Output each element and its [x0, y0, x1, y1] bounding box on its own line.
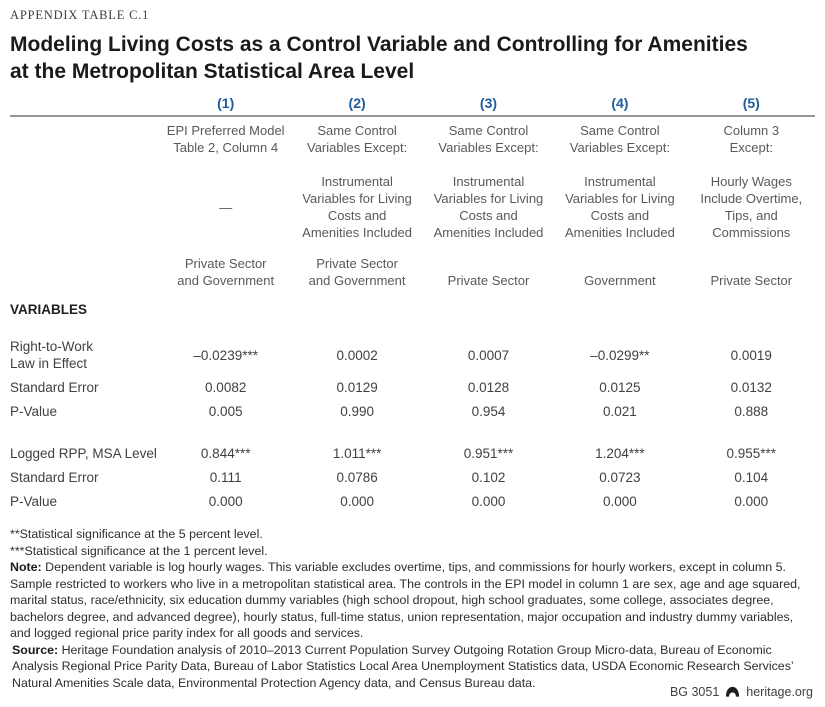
stderr-value: 0.0723: [599, 470, 641, 485]
pvalue-value: 0.954: [471, 404, 506, 419]
row-label-line: Law in Effect: [10, 356, 88, 371]
model-header-row: [10, 122, 815, 156]
spec-header-line: Costs and: [459, 208, 518, 223]
model-header-5: [688, 122, 815, 156]
sector-header-line: and Government: [177, 273, 275, 288]
model-header-line: Variables Except:: [569, 140, 670, 155]
table-row: [10, 445, 815, 462]
row-label: Logged RPP, MSA Level: [10, 446, 157, 461]
spec-header-line: Amenities Included: [564, 225, 675, 240]
sector-header-line: Private Sector: [447, 273, 530, 288]
page-title: [10, 31, 815, 85]
coefficient-value: 0.955***: [726, 446, 777, 461]
sector-header-line: Government: [584, 273, 656, 288]
source-paragraph: [10, 642, 815, 692]
model-header-line: Column 3: [723, 123, 780, 138]
spec-header-line: Tips, and: [724, 208, 778, 223]
model-header-1: [162, 122, 289, 156]
footnotes: [10, 526, 815, 691]
pvalue-value: 0.000: [340, 494, 374, 509]
spec-header-line: Amenities Included: [433, 225, 544, 240]
page-footer: [670, 685, 813, 699]
stderr-value: 0.111: [209, 470, 242, 485]
row-label: P-Value: [10, 404, 58, 419]
row-label: P-Value: [10, 494, 58, 509]
coefficient-value: 1.011***: [332, 446, 382, 461]
pvalue-value: 0.990: [340, 404, 374, 419]
pvalue-value: 0.000: [602, 494, 637, 509]
spec-header-line: Variables for Living: [433, 191, 544, 206]
spec-header-row: [10, 173, 815, 241]
model-header-line: Same Control: [580, 123, 660, 138]
stderr-value: 0.102: [471, 470, 506, 485]
table-row: [10, 493, 815, 510]
column-number-3: (3): [479, 95, 498, 111]
document-id: BG 3051: [669, 685, 720, 699]
model-header-2: [293, 122, 420, 156]
sector-header-3: [425, 272, 552, 289]
table-row: [10, 338, 815, 372]
pvalue-value: 0.000: [471, 494, 506, 509]
column-number-row: [10, 95, 815, 112]
significance-note-5pct: **Statistical significance at the 5 percent level.: [10, 527, 263, 541]
row-label: Standard Error: [10, 380, 99, 395]
spacer-cell: [10, 173, 158, 241]
table-row: [10, 403, 815, 420]
spec-header-line: Hourly Wages: [710, 174, 792, 189]
sector-header-4: [556, 272, 683, 289]
row-label: Standard Error: [10, 470, 99, 485]
row-label: [10, 338, 158, 372]
stderr-value: 0.0129: [336, 380, 378, 395]
spec-header-line: Include Overtime,: [700, 191, 803, 206]
stderr-value: 0.0082: [205, 380, 247, 395]
table-kicker: APPENDIX TABLE C.1: [10, 8, 150, 22]
header-divider: [10, 115, 815, 117]
coefficient-value: –0.0299**: [590, 347, 650, 363]
sector-header-2: [293, 255, 420, 289]
heritage-bell-icon: [725, 686, 740, 698]
stderr-value: 0.0125: [599, 380, 641, 395]
spec-header-line: Instrumental: [321, 174, 393, 189]
spec-header-line: Amenities Included: [302, 225, 413, 240]
spacer-cell: [10, 95, 158, 112]
spec-header-line: Instrumental: [452, 174, 525, 189]
coefficient-value: 0.0007: [467, 347, 510, 363]
table-row: [10, 469, 815, 486]
row-label-line: Right-to-Work: [10, 339, 94, 354]
source-label: Source:: [12, 642, 59, 657]
stderr-value: 0.104: [734, 470, 769, 485]
model-header-line: Variables Except:: [438, 140, 539, 155]
spec-header-line: Variables for Living: [302, 191, 412, 206]
model-header-line: Table 2, Column 4: [173, 140, 279, 155]
spec-header-line: Costs and: [327, 208, 387, 223]
variables-label: VARIABLES: [10, 302, 88, 317]
column-number-5: (5): [742, 95, 760, 111]
model-header-line: Same Control: [448, 123, 529, 138]
coefficient-value: 0.844***: [200, 446, 251, 461]
coefficient-value: 1.204***: [595, 446, 645, 461]
sector-header-line: Private Sector: [710, 273, 793, 288]
spec-header-line: Instrumental: [584, 174, 656, 189]
note-paragraph: [10, 559, 815, 642]
stderr-value: 0.0132: [730, 380, 772, 395]
sector-header-line: Private Sector: [184, 256, 267, 271]
note-label: Note:: [10, 560, 42, 574]
model-header-line: Same Control: [317, 123, 397, 138]
spec-header-line: Commissions: [712, 225, 791, 240]
sector-header-row: [10, 255, 815, 289]
sector-header-1: [162, 255, 289, 289]
sector-header-line: Private Sector: [316, 256, 398, 271]
source-text: Heritage Foundation analysis of 2010–2013 Current Population Survey Outgoing Rotation Group Micro-data, Bureau of Economic Analysis Regional Price Parity Data, Bureau of Labor Statistics Local Area Unemployment Statistics data, USDA Economic Research Services’ Natural Amenities Scale data, Environmental Protection Agency data, and Census Bureau data.: [12, 642, 794, 690]
note-text: Dependent variable is log hourly wages. This variable excludes overtime, tips, and commissions for hourly workers, except in column 5. Sample restricted to workers who live in a metropolitan statistical area. The controls in the EPI model in column 1 are sex, age and age squared, marital status, race/ethnicity, six education dummy variables (high school dropout, high school graduates, some college, associates degree, bachelors degree, and advanced degree), hourly status, full-time status, union representation, major occupation and industry dummy variables, and logged regional price parity index for all goods and services.: [10, 560, 801, 640]
spec-header-4: [556, 173, 683, 241]
spec-header-3: [425, 173, 552, 241]
spacer-cell: [10, 122, 158, 156]
model-header-line: EPI Preferred Model: [166, 123, 285, 138]
stderr-value: 0.0786: [336, 470, 378, 485]
pvalue-value: 0.000: [208, 494, 243, 509]
significance-note-1pct: ***Statistical significance at the 1 percent level.: [10, 543, 268, 558]
table-row: [10, 379, 815, 396]
coefficient-value: 0.951***: [463, 446, 514, 461]
sector-header-line: and Government: [308, 273, 406, 288]
column-number-2: (2): [348, 95, 366, 111]
page-title-line-1: Modeling Living Costs as a Control Variable and Controlling for Amenities: [10, 33, 748, 56]
stderr-value: 0.0128: [467, 380, 510, 395]
pvalue-value: 0.021: [602, 404, 637, 419]
pvalue-value: 0.005: [208, 404, 243, 419]
spec-header-2: [293, 173, 420, 241]
coefficient-value: 0.0019: [730, 347, 772, 363]
sector-header-5: [688, 272, 815, 289]
column-number-1: (1): [217, 95, 235, 111]
spec-header-line: Costs and: [590, 208, 650, 223]
model-header-4: [556, 122, 683, 156]
pvalue-value: 0.888: [734, 404, 769, 419]
model-header-line: Except:: [729, 140, 773, 155]
page-title-line-2: at the Metropolitan Statistical Area Level: [10, 60, 415, 83]
spec-header-5: [688, 173, 815, 241]
column-number-4: (4): [611, 95, 629, 111]
coefficient-value: –0.0239***: [193, 347, 258, 363]
model-header-line: Variables Except:: [306, 140, 408, 155]
pvalue-value: 0.000: [734, 494, 769, 509]
heritage-site-link[interactable]: heritage.org: [746, 685, 813, 699]
spec-header-1: —: [219, 199, 233, 215]
model-header-3: [425, 122, 552, 156]
coefficient-value: 0.0002: [336, 347, 378, 363]
spec-header-line: Variables for Living: [565, 191, 675, 206]
